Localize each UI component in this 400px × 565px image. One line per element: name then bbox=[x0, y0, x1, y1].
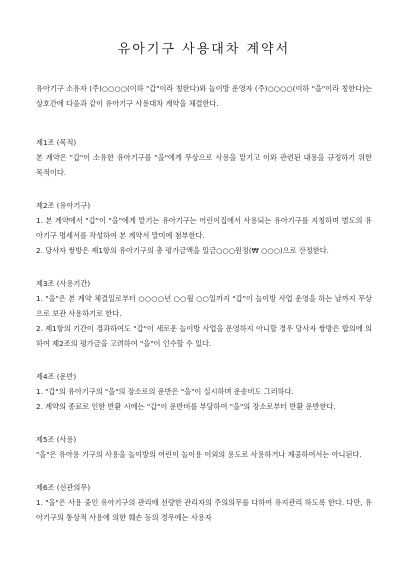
document-title: 유아기구 사용대차 계약서 bbox=[117, 42, 291, 57]
article-4 bbox=[36, 369, 372, 414]
article-heading: 제5조 (사용) bbox=[36, 435, 77, 444]
article-6 bbox=[36, 480, 372, 525]
article-paragraph: 1. "을"은 본 계약 체결일로부터 ○○○○년 ○○월 ○○일까지 "갑"이 놀이방 사업 운영을 하는 날까지 무상으로 보관 사용하기로 한다. bbox=[36, 294, 372, 318]
article-heading: 제2조 (유아기구) bbox=[36, 201, 91, 210]
article-paragraph: 2. 제1항의 기간이 경과하여도 "갑"이 새로운 놀이방 사업을 운영하지 아니할 경우 당사자 쌍방은 합의에 의하여 제2조의 평가금을 고려하여 "을"이 인수할 수 있다. bbox=[36, 324, 372, 348]
article-heading: 제1조 (목적) bbox=[36, 138, 77, 147]
article-paragraph: 2. 당사자 쌍방은 제1항의 유아기구의 총 평가금액을 일금○○○원정(₩ ○○○)으로 산정한다. bbox=[36, 246, 329, 255]
article-5 bbox=[36, 432, 372, 462]
article-paragraph: "을"은 유아용 기구의 사용을 놀이방의 어린이 놀이용 이외의 용도로 사용하거나 제공하여서는 아니된다. bbox=[36, 450, 362, 459]
article-heading: 제6조 (선관의무) bbox=[36, 483, 91, 492]
article-1 bbox=[36, 135, 372, 180]
intro-paragraph: 유아기구 소유자 (주)○○○○(이하 "갑"이라 칭한다)와 놀이방 운영자 (주)○○○○(이하 "을"이라 칭한다)는 상호간에 다음과 같이 유아기구 사용대차 계약을 체결한다. bbox=[36, 84, 372, 108]
article-heading: 제4조 (운반) bbox=[36, 372, 77, 381]
article-paragraph: 2. 계약의 종료로 인한 반환 시에는 "갑"이 운반비를 부담하여 "을"의 장소로부터 반환 운반한다. bbox=[36, 402, 336, 411]
article-paragraph: 1. 본 계약에서 "갑"이 "을"에게 맡기는 유아기구는 어린이집에서 사용되는 유아기구를 지칭하며 별도의 유아기구 명세서를 작성하여 본 계약서 말미에 첨부한다. bbox=[36, 216, 372, 240]
articles-container bbox=[36, 135, 372, 525]
article-paragraph: 1. "을"은 사용 중인 유아기구의 관리에 선량한 관리자의 주의의무를 다하여 유지관리 하도록 한다. 다만, 유아기구의 통상적 사용에 의한 훼손 등의 경우에는 사용자 bbox=[36, 498, 372, 522]
article-heading: 제3조 (사용기간) bbox=[36, 279, 91, 288]
article-paragraph: 본 계약은 "갑"이 소유한 유아기구를 "을"에게 무상으로 사용을 맡기고 이와 관련된 내용을 규정하기 위한 목적이다. bbox=[36, 153, 372, 177]
article-paragraph: 1. "갑"의 유아기구의 "을"의 장소로의 운반은 "을"이 실시하며 운송비도 그러하다. bbox=[36, 387, 294, 396]
article-2 bbox=[36, 198, 372, 258]
article-3 bbox=[36, 276, 372, 351]
